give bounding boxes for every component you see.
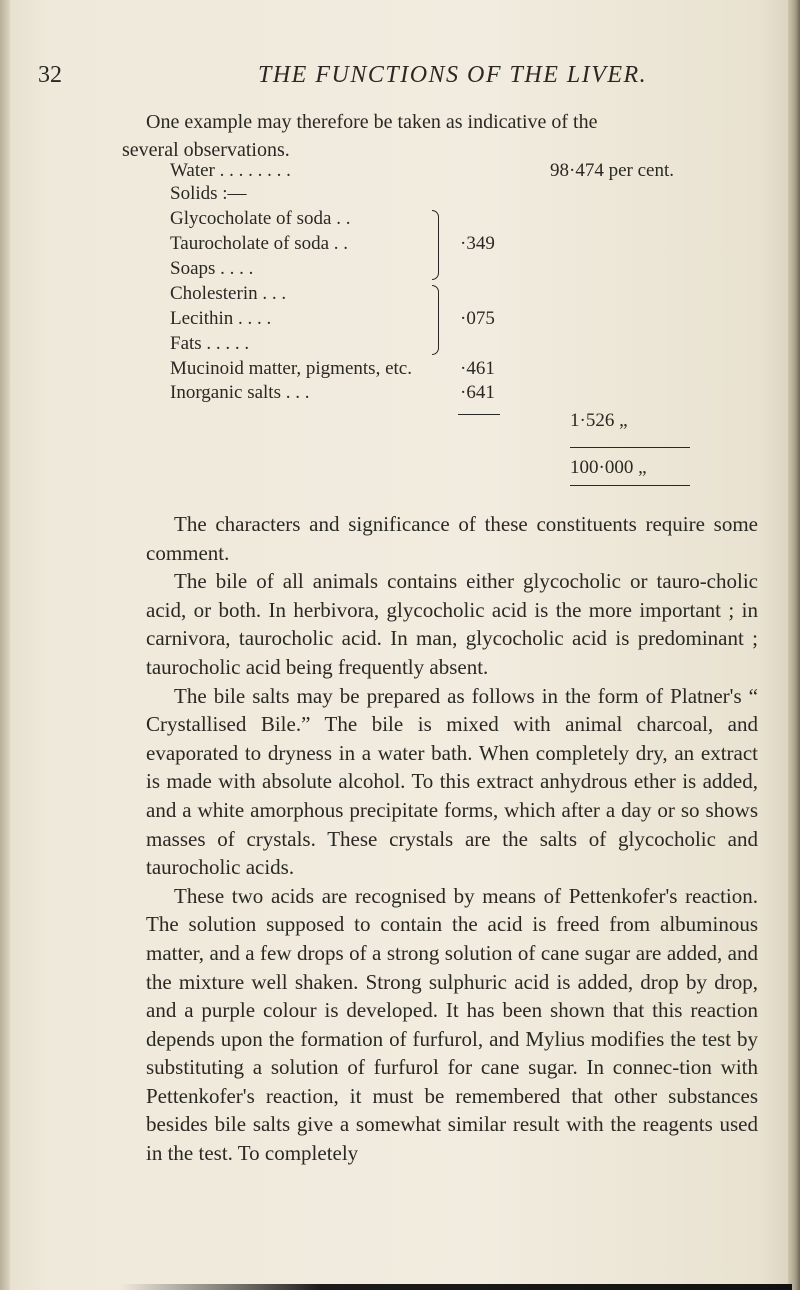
solids-total: 1·526 „ <box>570 410 628 431</box>
paragraph-1: The characters and significance of these constituents require some comment. <box>146 512 758 565</box>
grand-total: 100·000 „ <box>570 457 647 478</box>
paragraph-4: These two acids are recognised by means of Pettenkofer's reaction. The solution supposed to contain the acid is freed from albuminous matter, and a few drops of a strong solution of cane sugar are added, and the mixture well shaken. Strong sulphuric acid is added, drop by drop, and a purple colour is developed. It has been shown that this reaction depends upon the formation of furfurol, and Mylius modifies the test by substituting a solution of furfurol for cane sugar. In connec-tion with Pettenkofer's reaction, it must be remembered that other substances besides bile salts give a somewhat similar result with the reagents used in the test. To completely <box>146 883 758 1166</box>
total-rule-bottom <box>570 485 690 486</box>
page-edge-left <box>0 0 10 1290</box>
page-number: 32 <box>38 62 62 88</box>
intro-line-1: One example may therefore be taken as indicative of the <box>146 111 598 133</box>
inorganic-value: ·641 <box>460 382 495 403</box>
page-header <box>38 62 760 92</box>
paragraph-3: The bile salts may be prepared as follows in the form of Platner's “ Crystallised Bile.” The bile is mixed with animal charcoal, and evaporated to dryness in a water bath. When completely dry, an extract is made with absolute alcohol. To this extract anhydrous ether is added, and a white amorphous precipitate forms, which after a day or so shows masses of crystals. These crystals are the salts of glycocholic and taurocholic acids. <box>146 683 758 880</box>
page-bottom-shadow <box>120 1284 792 1290</box>
soaps-label: Soaps . . . . <box>170 258 254 279</box>
group2-brace <box>432 285 439 355</box>
solids-sum-rule <box>458 414 500 415</box>
water-value: 98·474 per cent. <box>550 160 674 181</box>
fats-label: Fats . . . . . <box>170 333 250 354</box>
glycocholate-label: Glycocholate of soda . . <box>170 208 351 229</box>
solids-label: Solids :— <box>170 183 247 204</box>
cholesterin-label: Cholesterin . . . <box>170 283 287 304</box>
bile-composition-table <box>170 160 770 500</box>
inorganic-label: Inorganic salts . . . <box>170 382 310 403</box>
lecithin-label: Lecithin . . . . <box>170 308 272 329</box>
intro-sentence <box>122 108 746 164</box>
mucinoid-value: ·461 <box>460 358 495 379</box>
page-edge-right <box>788 0 800 1290</box>
intro-line-2: several observations. <box>122 139 290 161</box>
mucinoid-label: Mucinoid matter, pigments, etc. <box>170 358 412 379</box>
body-text <box>146 510 758 1168</box>
running-title: THE FUNCTIONS OF THE LIVER. <box>258 62 648 88</box>
group1-value: ·349 <box>460 233 495 254</box>
total-rule-top <box>570 447 690 448</box>
paragraph-2: The bile of all animals contains either glycocholic or tauro-cholic acid, or both. In herbivora, glycocholic acid is the more important ; in carnivora, taurocholic acid. In man, glycocholic acid is predominant ; taurocholic acid being frequently absent. <box>146 569 758 679</box>
taurocholate-label: Taurocholate of soda . . <box>170 233 349 254</box>
group1-brace <box>432 210 439 280</box>
group2-value: ·075 <box>460 308 495 329</box>
water-label: Water . . . . . . . . <box>170 160 291 181</box>
